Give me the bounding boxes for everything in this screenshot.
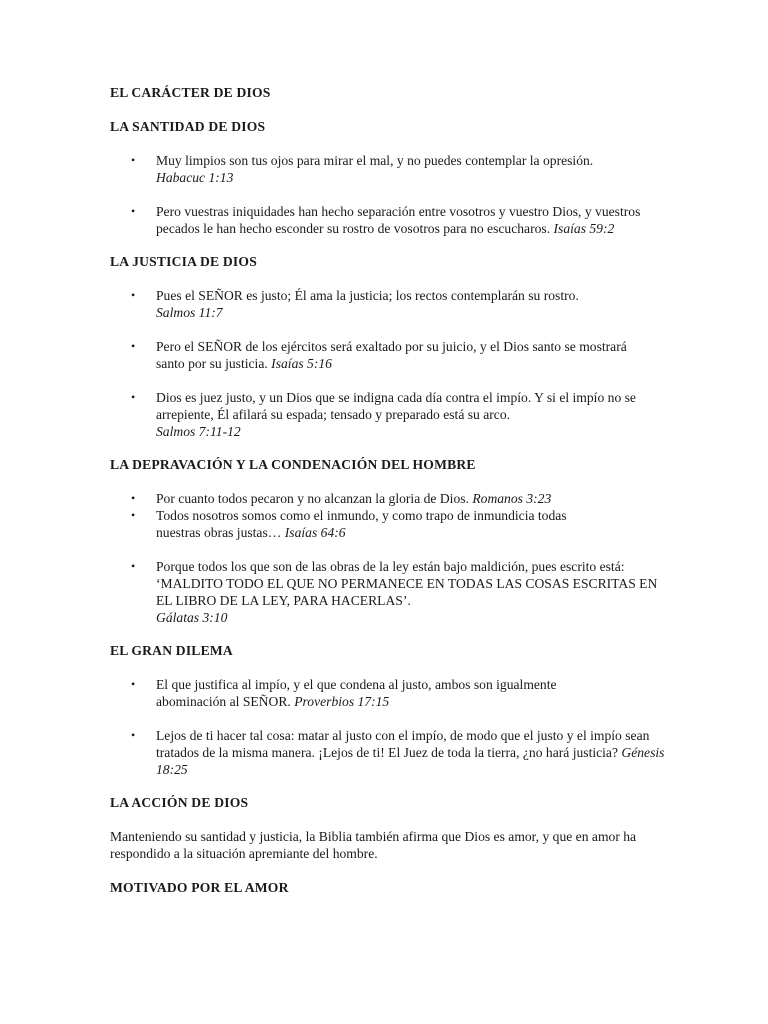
bullet-icon: • [131, 204, 136, 218]
verse-text: Pero vuestras iniquidades han hecho separación entre vosotros y vuestro Dios, y vuestros pecados le han hecho esconder su rostro de vosotros para no escucharos. [156, 204, 641, 236]
verse-reference: Isaías 5:16 [271, 356, 332, 371]
bullet-icon: • [131, 508, 136, 522]
verse-reference: Proverbios 17:15 [294, 694, 390, 709]
verse-text: Dios es juez justo, y un Dios que se indigna cada día contra el impío. Y si el impío no se arrepiente, Él afilará su espada; tensado y preparado está su arco. [156, 390, 636, 422]
verse-reference: Génesis 18:25 [156, 745, 665, 777]
list-item [110, 152, 670, 186]
verse-text: Pero el SEÑOR de los ejércitos será exaltado por su juicio, y el Dios santo se mostrará santo por su justicia. [156, 339, 627, 371]
section-list-justicia [110, 287, 670, 440]
section-heading-depravacion: LA DEPRAVACIÓN Y LA CONDENACIÓN DEL HOMBRE [110, 457, 476, 472]
document-page [110, 84, 670, 897]
document-title: EL CARÁCTER DE DIOS [110, 85, 271, 100]
section-paragraph: Manteniendo su santidad y justicia, la Biblia también afirma que Dios es amor, y que en amor ha respondido a la situación apremiante del hombre. [110, 829, 637, 861]
section-heading-dilema: EL GRAN DILEMA [110, 643, 233, 658]
verse-reference: Salmos 11:7 [156, 305, 223, 320]
bullet-icon: • [131, 153, 136, 167]
verse-text: Todos nosotros somos como el inmundo, y como trapo de inmundicia todas nuestras obras justas… [156, 508, 567, 540]
verse-reference: Salmos 7:11-12 [156, 424, 241, 439]
verse-text: El que justifica al impío, y el que condena al justo, ambos son igualmente abominación al SEÑOR. [156, 677, 557, 709]
verse-reference: Isaías 64:6 [284, 525, 346, 540]
section-list-depravacion [110, 490, 670, 626]
verse-text: Porque todos los que son de las obras de la ley están bajo maldición, pues escrito está: ‘MALDITO TODO EL QUE NO PERMANECE EN TODAS LAS COSAS ESCRITAS EN EL LIBRO DE LA LEY, PARA HACERLAS’. [156, 559, 658, 608]
list-item [110, 507, 670, 541]
section-list-dilema [110, 676, 670, 778]
bullet-icon: • [131, 559, 136, 573]
bullet-icon: • [131, 677, 136, 691]
bullet-icon: • [131, 728, 136, 742]
list-item [110, 203, 670, 237]
verse-text: Pues el SEÑOR es justo; Él ama la justicia; los rectos contemplarán su rostro. [156, 288, 579, 303]
verse-reference: Habacuc 1:13 [156, 170, 234, 185]
section-heading-accion: LA ACCIÓN DE DIOS [110, 795, 249, 810]
verse-reference: Gálatas 3:10 [156, 610, 228, 625]
list-item [110, 338, 670, 372]
section-list-santidad [110, 152, 670, 237]
bullet-icon: • [131, 339, 136, 353]
section-heading-amor: MOTIVADO POR EL AMOR [110, 880, 289, 895]
list-item [110, 490, 670, 507]
verse-reference: Isaías 59:2 [553, 221, 615, 236]
bullet-icon: • [131, 491, 136, 505]
section-heading-santidad: LA SANTIDAD DE DIOS [110, 119, 266, 134]
verse-text: Muy limpios son tus ojos para mirar el mal, y no puedes contemplar la opresión. [156, 153, 594, 168]
list-item [110, 558, 670, 626]
bullet-icon: • [131, 390, 136, 404]
verse-text: Por cuanto todos pecaron y no alcanzan la gloria de Dios. [156, 491, 469, 506]
verse-text: Lejos de ti hacer tal cosa: matar al justo con el impío, de modo que el justo y el impío sean tratados de la misma manera. ¡Lejos de ti! El Juez de toda la tierra, ¿no hará justicia? [156, 728, 650, 760]
bullet-icon: • [131, 288, 136, 302]
section-heading-justicia: LA JUSTICIA DE DIOS [110, 254, 257, 269]
list-item [110, 389, 670, 440]
list-item [110, 727, 670, 778]
verse-reference: Romanos 3:23 [472, 491, 552, 506]
list-item [110, 676, 670, 710]
list-item [110, 287, 670, 321]
